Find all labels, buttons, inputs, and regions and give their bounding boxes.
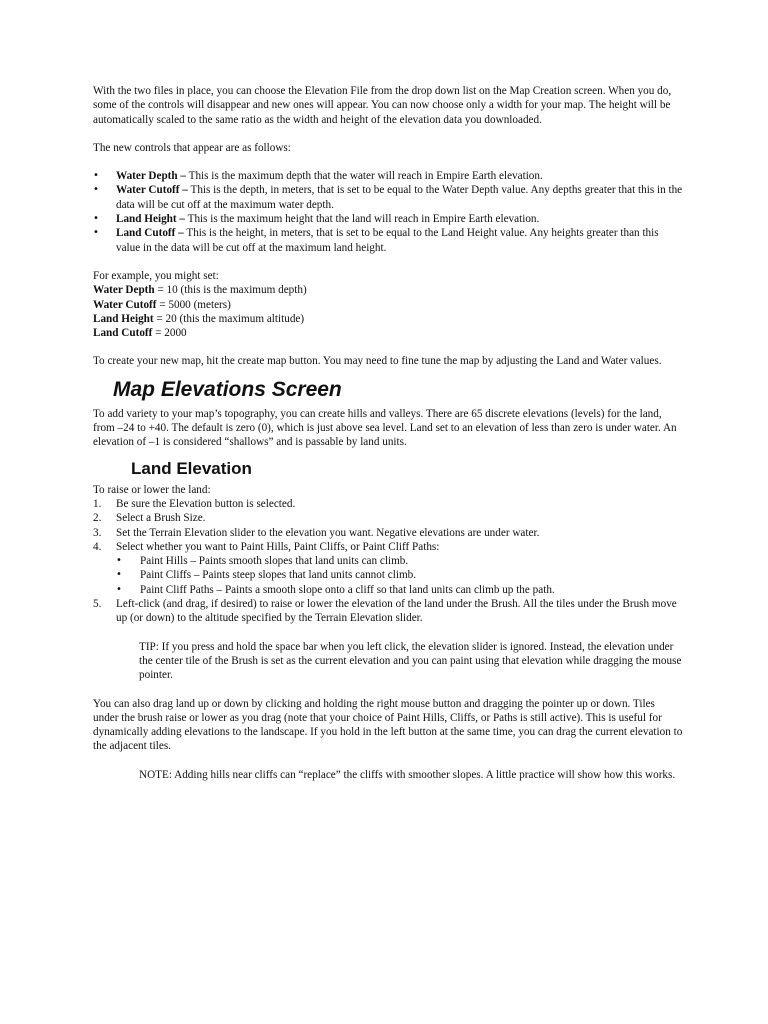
controls-intro: The new controls that appear are as follows: — [93, 141, 291, 154]
step-number: 5. — [93, 598, 102, 611]
list-item — [93, 540, 683, 554]
steps-list — [93, 497, 683, 554]
control-term: Water Cutoff – — [116, 184, 188, 197]
example-intro: For example, you might set: — [93, 269, 219, 282]
list-item — [93, 226, 683, 255]
paint-options-list — [93, 554, 683, 597]
step-number: 3. — [93, 526, 102, 539]
control-term: Water Depth – — [116, 170, 187, 183]
create-map-paragraph: To create your new map, hit the create map button. You may need to fine tune the map by adjusting the Land and Water values. — [93, 355, 662, 368]
control-term: Land Cutoff – — [116, 227, 184, 240]
step-text: Select a Brush Size. — [116, 512, 206, 525]
example-value: = 2000 — [152, 327, 187, 340]
step-number: 4. — [93, 540, 102, 553]
land-elevation-intro: To raise or lower the land: — [93, 483, 211, 496]
control-term: Land Height – — [116, 213, 186, 226]
example-term: Land Cutoff — [93, 327, 153, 340]
list-item — [93, 169, 683, 183]
note-paragraph: NOTE: Adding hills near cliffs can “replace” the cliffs with smoother slopes. A little practice will show how this works. — [139, 768, 676, 781]
list-item — [93, 497, 683, 511]
list-item: • Paint Cliffs – Paints steep slopes that land units cannot climb. — [116, 568, 683, 582]
step-text: Select whether you want to Paint Hills, Paint Cliffs, or Paint Cliff Paths: — [116, 540, 440, 553]
map-elevations-heading: Map Elevations Screen — [113, 377, 342, 401]
example-term: Land Height — [93, 312, 154, 325]
tip-paragraph: TIP: If you press and hold the space bar when you left click, the elevation slider is ignored. Instead, the elevation under the center tile of the Brush is set as the current elevation and you can paint using that elevation while dragging the mouse pointer. — [139, 640, 682, 682]
intro-paragraph: With the two files in place, you can choose the Elevation File from the drop down list on the Map Creation screen. When you do, some of the controls will disappear and new ones will appear. You can now choose only a width for your map. The height will be automatically scaled to the same ratio as the width and height of the elevation data you downloaded. — [93, 85, 672, 126]
step-text: Be sure the Elevation button is selected. — [116, 497, 296, 510]
step-text: Left-click (and drag, if desired) to raise or lower the elevation of the land under the Brush. All the tiles under the Brush move up (or down) to the altitude specified by the Terrain Elevation slider. — [116, 598, 677, 625]
page-content — [93, 84, 683, 782]
list-item: • Paint Cliff Paths – Paints a smooth slope onto a cliff so that land units can climb up the path. — [116, 583, 683, 597]
example-term: Water Cutoff — [93, 298, 157, 311]
list-item — [93, 183, 683, 212]
list-item: • Paint Hills – Paints smooth slopes that land units can climb. — [116, 554, 683, 568]
control-desc: This is the maximum depth that the water will reach in Empire Earth elevation. — [186, 170, 543, 183]
step-text: Set the Terrain Elevation slider to the elevation you want. Negative elevations are under water. — [116, 526, 540, 539]
example-line — [93, 283, 683, 297]
list-item — [93, 526, 683, 540]
map-elevations-paragraph: To add variety to your map’s topography, you can create hills and valleys. There are 65 discrete elevations (levels) for the land, from –24 to +40. The default is zero (0), which is just above sea level. Land set to an elevation of less than zero is under water. An elevation of –1 is considered “shallows” and is passable by land units. — [93, 407, 677, 449]
list-item — [93, 597, 683, 626]
step-number: 1. — [93, 497, 102, 510]
drag-paragraph: You can also drag land up or down by clicking and holding the right mouse button and dragging the pointer up or down. Tiles under the brush raise or lower as you drag (note that your choice of Paint Hills, Cliffs, or Paths is still active). This is useful for dynamically adding elevations to the landscape. If you hold in the left button at the same time, you can drag the current elevation to the adjacent tiles. — [93, 697, 683, 753]
example-value: = 5000 (meters) — [156, 298, 231, 311]
list-item — [93, 511, 683, 525]
control-desc: This is the depth, in meters, that is set to be equal to the Water Depth value. Any depths greater that this in the data will be cut off at the maximum water depth. — [116, 184, 683, 211]
example-line — [93, 326, 683, 340]
control-desc: This is the maximum height that the land will reach in Empire Earth elevation. — [185, 213, 540, 226]
example-line — [93, 298, 683, 312]
example-term: Water Depth — [93, 284, 155, 297]
land-elevation-heading: Land Elevation — [131, 458, 252, 478]
control-desc: This is the height, in meters, that is set to be equal to the Land Height value. Any heights greater than this value in the data will be cut off at the maximum land height. — [116, 227, 659, 254]
example-value: = 20 (this the maximum altitude) — [153, 312, 305, 325]
controls-list — [93, 169, 683, 255]
steps-list-continued — [93, 597, 683, 626]
list-item — [93, 212, 683, 226]
example-value: = 10 (this is the maximum depth) — [154, 284, 307, 297]
step-number: 2. — [93, 512, 102, 525]
example-line — [93, 312, 683, 326]
